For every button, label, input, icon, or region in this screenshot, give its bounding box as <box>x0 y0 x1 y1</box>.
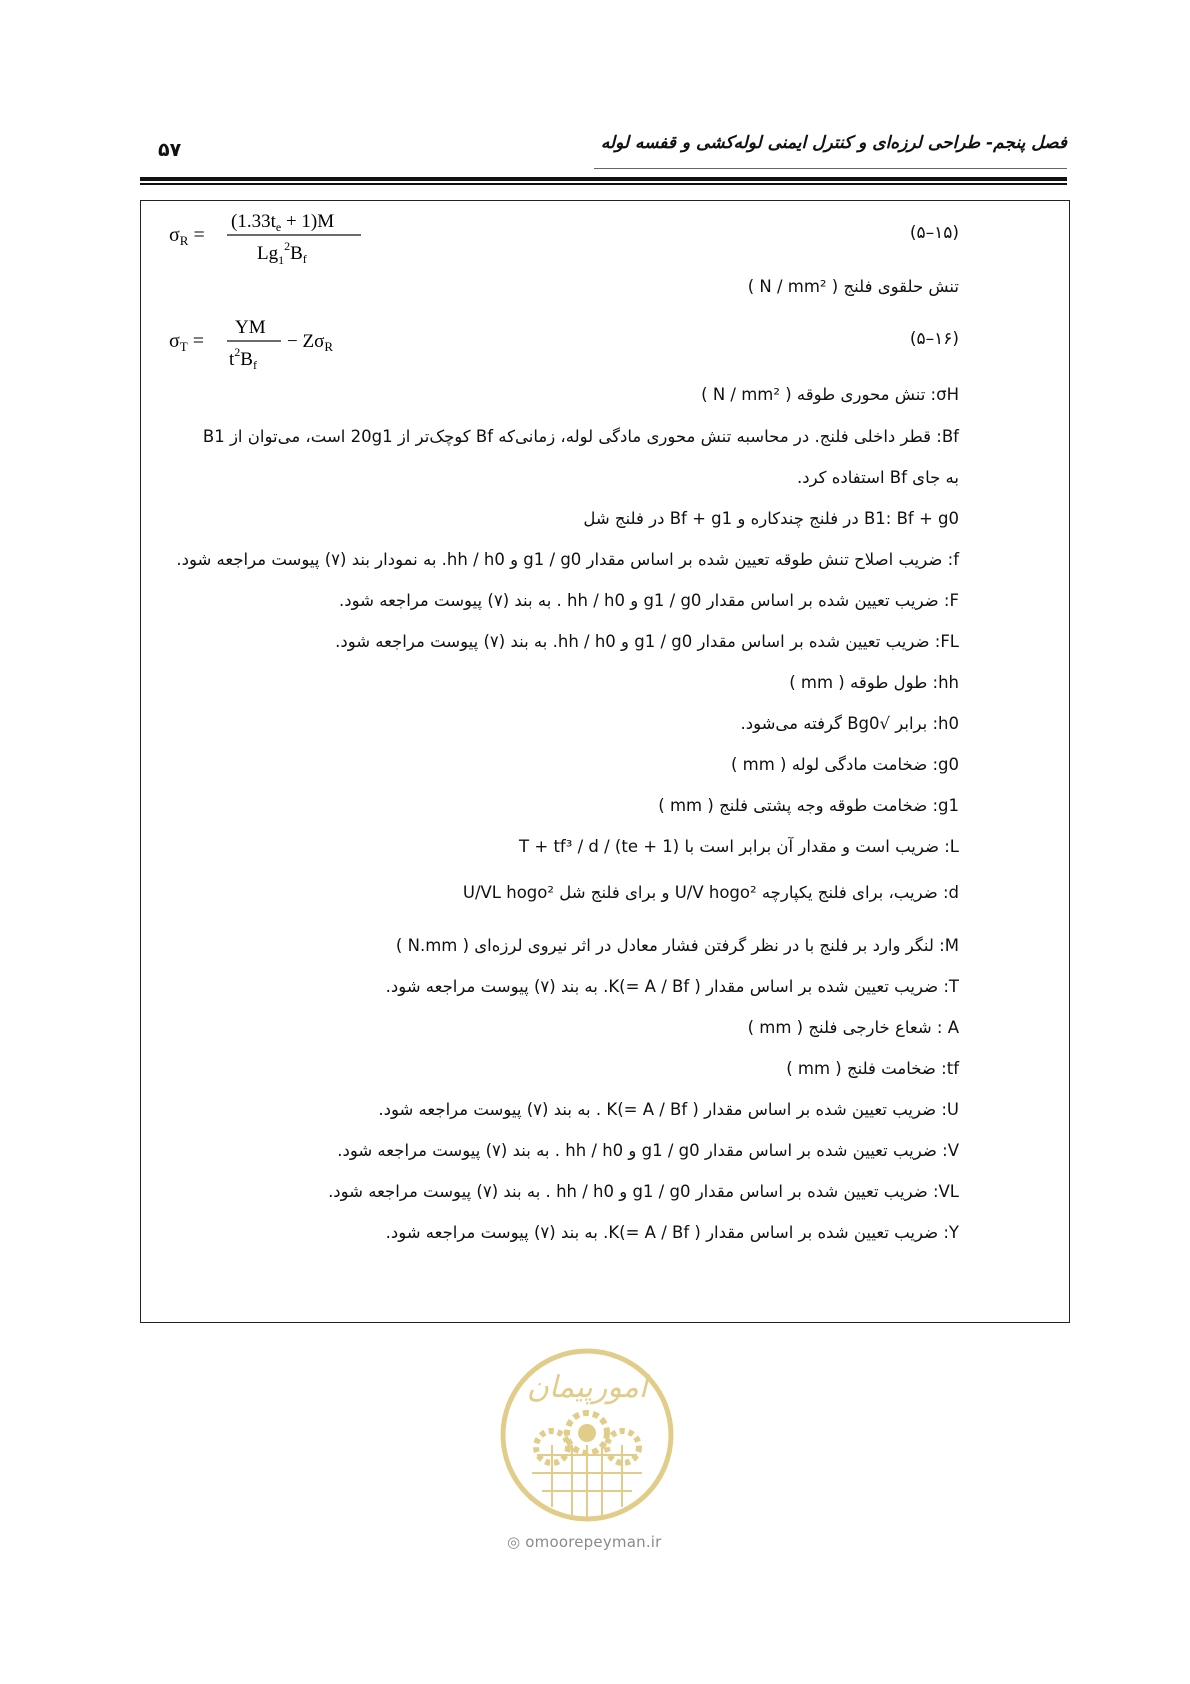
header-divider <box>594 168 1067 169</box>
definition-m: M: لنگر وارد بر فلنج با در نظر گرفتن فشار معادل در اثر نیروی لرزه‌ای ( N.mm ) <box>395 936 959 955</box>
definition-f-big: F: ضریب تعیین شده بر اساس مقدار g1 / g0 و hh / h0 . به بند (۷) پیوست مراجعه شود. <box>339 591 959 610</box>
definition-b1: B1: Bf + g0 در فلنج چندکاره و Bf + g1 در فلنج شل <box>583 509 959 528</box>
definition-t: T: ضریب تعیین شده بر اساس مقدار K(= A / Bf ). به بند (۷) پیوست مراجعه شود. <box>385 977 959 996</box>
definition-u: U: ضریب تعیین شده بر اساس مقدار K(= A / Bf ) . به بند (۷) پیوست مراجعه شود. <box>378 1100 959 1119</box>
svg-text:− ZσR: − $Z\sigma_R$ <box>287 331 333 354</box>
definitions-box <box>140 200 1070 1323</box>
svg-text:t2Bf: $t^2B_f$ <box>229 345 257 372</box>
equation-16-number: (۵–۱۶) <box>909 329 959 349</box>
definition-fl: FL: ضریب تعیین شده بر اساس مقدار g1 / g0 و hh / h0. به بند (۷) پیوست مراجعه شود. <box>335 632 959 651</box>
definition-bf-line1: Bf: قطر داخلی فلنج. در محاسبه تنش محوری مادگی لوله، زمانی‌که Bf کوچک‌تر از 20g1 است، می‌توان از B1 <box>202 427 959 446</box>
watermark-site: ◎ omoorepeyman.ir <box>507 1533 662 1551</box>
equation-15-formula <box>169 207 469 271</box>
equation-15 <box>169 207 469 276</box>
definition-tf: tf: ضخامت فلنج ( mm ) <box>786 1059 959 1078</box>
header-rule-thin <box>140 183 1067 185</box>
definition-f-small: f: ضریب اصلاح تنش طوقه تعیین شده بر اساس مقدار g1 / g0 و hh / h0. به نمودار بند (۷) پیوست مراجعه شود. <box>176 550 959 569</box>
chapter-title: فصل پنجم- طراحی لرزه‌ای و کنترل ایمنی لوله‌کشی و قفسه لوله <box>600 133 1067 153</box>
definition-y: Y: ضریب تعیین شده بر اساس مقدار K(= A / Bf ). به بند (۷) پیوست مراجعه شود. <box>385 1223 959 1242</box>
watermark-site-text: omoorepeyman.ir <box>525 1533 662 1551</box>
svg-text:σR =: $\sigma_R$ = <box>169 224 205 248</box>
definition-vl: VL: ضریب تعیین شده بر اساس مقدار g1 / g0 و hh / h0 . به بند (۷) پیوست مراجعه شود. <box>328 1182 959 1201</box>
definition-hh: hh: طول طوقه ( mm ) <box>789 673 959 692</box>
definition-d: d: ضریب، برای فلنج یکپارچه U/V hogo² و برای فلنج شل U/VL hogo² <box>462 883 959 902</box>
definition-g1: g1: ضخامت طوقه وجه پشتی فلنج ( mm ) <box>658 796 959 815</box>
equation-16-formula <box>169 313 469 377</box>
definition-sigma-h: σH: تنش محوری طوقه ( N / mm² ) <box>701 385 959 404</box>
definition-v: V: ضریب تعیین شده بر اساس مقدار g1 / g0 و hh / h0 . به بند (۷) پیوست مراجعه شود. <box>337 1141 959 1160</box>
definition-g0: g0: ضخامت مادگی لوله ( mm ) <box>730 755 959 774</box>
equation-16 <box>169 313 469 382</box>
watermark-logo-text: امورپیمان <box>526 1370 648 1405</box>
watermark-emblem <box>487 1335 687 1530</box>
definition-ring-stress: تنش حلقوی فلنج ( N / mm² ) <box>747 277 959 296</box>
equation-15-number: (۵–۱۵) <box>909 223 959 243</box>
definition-bf-line2: به جای Bf استفاده کرد. <box>796 468 959 487</box>
svg-text:(1.33te + 1)M: $(1.33t_e + 1)M$ <box>231 211 335 234</box>
svg-text:Lg12Bf: $Lg_1^2B_f$ <box>257 239 307 267</box>
definition-h0: h0: برابر √Bg0 گرفته می‌شود. <box>740 714 959 733</box>
svg-text:σT =: $\sigma_T$ = <box>169 330 205 354</box>
svg-text:YM: YM <box>235 317 266 338</box>
definition-l: L: ضریب است و مقدار آن برابر است با (te + 1) / T + tf³ / d <box>519 837 959 856</box>
header-rule-thick <box>140 177 1067 181</box>
watermark-logo <box>487 1335 687 1534</box>
page-number: ۵۷ <box>158 139 182 161</box>
definition-a: A : شعاع خارجی فلنج ( mm ) <box>747 1018 959 1037</box>
